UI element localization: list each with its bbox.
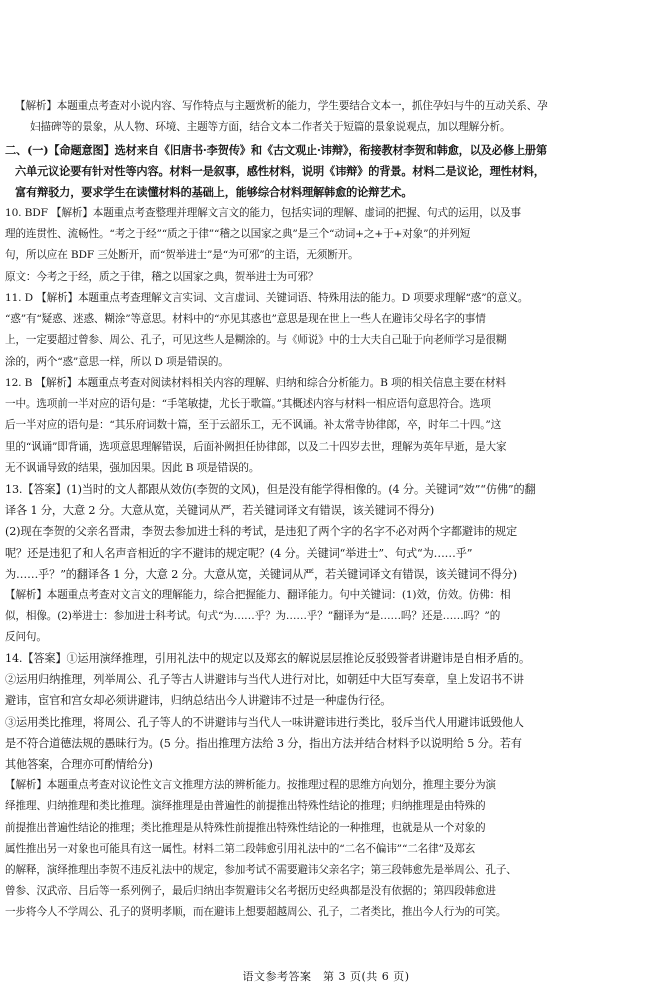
question-13 [5, 479, 645, 649]
top-analysis [15, 96, 641, 138]
question-13-answer-line: 为……乎？”的翻译各 1 分，大意 2 分。大意从宽，关键词从严，若关键词译文有错误，该关键词不得分) [5, 567, 517, 581]
question-10-line: 句，所以应在 BDF 三处断开，而“贺举进士”是“为可邪”的主语，无须断开。 [5, 249, 359, 262]
question-14-answer-line: 14.【答案】①运用演绎推理，引用礼法中的规定以及郑玄的解说层层推论反驳毁誉者讲避讳是自相矛盾的。 [5, 652, 531, 665]
question-11-line: 涂的，两个“惑”意思一样，所以 D 项是错误的。 [5, 355, 229, 368]
page-footer: 语文参考答案 第 3 页(共 6 页) [242, 970, 410, 983]
question-14-answer-line: 是不符合道德法规的愚昧行为。(5 分。指出推理方法给 3 分，指出方法并结合材料予以说明给 5 分。若有 [5, 736, 522, 750]
question-11 [5, 288, 645, 373]
top-analysis-line: 妇描碑等的景象，从人物、环境、主题等方面，结合文本二作者关于短篇的景象说观点，加以理解分析。 [30, 121, 511, 134]
question-13-answer-line: 13.【答案】(1)当时的文人都跟从效仿(李贺的文风)，但是没有能学得相像的。(4 分。关键词“效”“仿佛”的翻 [5, 483, 536, 496]
question-13-analysis-line: 反问句。 [5, 631, 47, 644]
question-11-line: “惑”有“疑惑、迷惑、糊涂”等意思。材料中的“亦见其惑也”意思是现在世上一些人在避讳父母名字的事情 [5, 313, 486, 326]
question-14-analysis-line: 绎推理、归纳推理和类比推理。演绎推理是由普遍性的前提推出特殊性结论的推理；归纳推理是由特殊的 [5, 800, 486, 813]
question-14-answer-line: ②运用归纳推理，列举周公、孔子等古人讲避讳与当代人进行对比，如朝廷中大臣写奏章，皇上发诏书不讲 [5, 673, 524, 687]
question-12-line: 里的“讽诵”即背诵，选项意思理解错误，后面补阙担任协律郎，以及二十四岁去世，理解为英年早逝，是大家 [5, 440, 507, 453]
question-13-answer-line: (2)现在李贺的父亲名晋肃，李贺去参加进士科的考试，是违犯了两个字的名字不必对两个字都避讳的规定 [5, 525, 518, 539]
question-13-answer-line: 呢？还是违犯了和人名声音相近的字不避讳的规定呢？(4 分。关键词“举进士”、句式“为……乎” [5, 546, 473, 560]
top-analysis-line: 【解析】本题重点考查对小说内容、写作特点与主题赏析的能力，学生要结合文本一，抓住孕妇与牛的互动关系、孕 [15, 100, 548, 112]
question-12 [5, 373, 645, 479]
question-13-analysis-line: 【解析】本题重点考查对文言文的理解能力，综合把握能力、翻译能力。句中关键词：(1)效，仿效。仿佛：相 [5, 588, 511, 601]
question-14 [5, 648, 645, 923]
question-12-line: 无不讽诵导致的结果，强加因果。因此 B 项是错误的。 [5, 461, 260, 474]
question-10-line: 10. BDF 【解析】本题重点考查整理并理解文言文的能力，包括实词的理解、虚词的把握、句式的运用，以及事 [5, 207, 521, 219]
question-12-line: 12. B 【解析】本题重点考查对阅读材料相关内容的理解、归纳和综合分析能力。B 项的相关信息主要在材料 [5, 377, 506, 389]
section-two-intent [5, 140, 645, 204]
question-14-analysis-line: 的解释，演绎推理出李贺不违反礼法中的规定，参加考试不需要避讳父亲名字；第三段韩愈先是举周公、孔子、 [5, 863, 517, 876]
question-14-analysis-line: 前提推出普遍性结论的推理；类比推理是从特殊性前提推出特殊性结论的一种推理，也就是从一个对象的 [5, 821, 486, 834]
question-14-analysis-line: 一步将今人不学周公、孔子的贤明孝顺，而在避讳上想要超越周公、孔子，二者类比，推出今人行为的可笑。 [5, 906, 507, 919]
question-10 [5, 203, 645, 288]
question-14-answer-line: 其他答案，合理亦可酌情给分) [5, 757, 153, 771]
question-10-line: 原文：今考之于经，质之于律，稽之以国家之典，贺举进士为可邪？ [5, 270, 319, 283]
question-14-analysis-line: 属性推出另一对象也可能具有这一属性。材料二第二段韩愈引用礼法中的“二名不偏讳”“二名律”及郑玄 [5, 842, 476, 855]
question-12-line: 一中。选项前一半对应的语句是：“手笔敏捷，尤长于歌篇。”其概述内容与材料一相应语句意思符合。选项 [5, 398, 491, 411]
question-12-line: 后一半对应的语句是：“其乐府词数十篇，至于云韶乐工，无不讽诵。补太常寺协律郎，卒，时年二十四。”这 [5, 419, 502, 432]
question-14-analysis-line: 曾参、汉武帝、吕后等一系列例子，最后归纳出李贺避讳父名考据历史经典都是没有依据的；第四段韩愈进 [5, 885, 496, 898]
question-10-line: 理的连贯性、流畅性。“考之于经”“质之于律”“稽之以国家之典”是三个“动词+之+于+对象”的并列短 [5, 228, 471, 241]
section-two-line: 富有辩驳力，要求学生在读懂材料的基础上，能够综合材料理解韩愈的论辩艺术。 [15, 185, 413, 200]
question-14-answer-line: ③运用类比推理，将周公、孔子等人的不讲避讳与当代人一味讲避讳进行类比，驳斥当代人用避讳诋毁他人 [5, 715, 524, 729]
question-14-analysis-line: 【解析】本题重点考查对议论性文言文推理方法的辨析能力。按推理过程的思维方向划分，推理主要分为演 [5, 779, 496, 792]
question-11-line: 11. D 【解析】本题重点考查理解文言实词、文言虚词、关键词语、特殊用法的能力。D 项要求理解“惑”的意义。 [5, 292, 529, 304]
section-two-line: 二、(一)【命题意图】选材来自《旧唐书·李贺传》和《古文观止·讳辩》，衔接教材李贺和韩愈，以及必修上册第 [5, 143, 547, 157]
question-13-answer-line: 译各 1 分，大意 2 分。大意从宽，关键词从严，若关键词译文有错误，该关键词不得分) [5, 504, 435, 518]
question-14-answer-line: 避讳，宦官和宫女却必须讲避讳，归纳总结出今人讲避讳不过是一种虚伪行径。 [5, 694, 392, 708]
section-two-line: 六单元议论要有针对性等内容。材料一是叙事，感性材料，说明《讳辩》的背景。材料二是议论，理性材料， [15, 164, 545, 179]
question-13-analysis-line: 似，相像。(2)举进士：参加进士科考试。句式“为……乎？为……乎？”翻译为“是……吗？还是……吗？”的 [5, 610, 501, 623]
question-11-line: 上，一定要超过曾参、周公、孔子，可见这些人是糊涂的。与《师说》中的士大夫自己耻于向老师学习是很糊 [5, 334, 507, 347]
